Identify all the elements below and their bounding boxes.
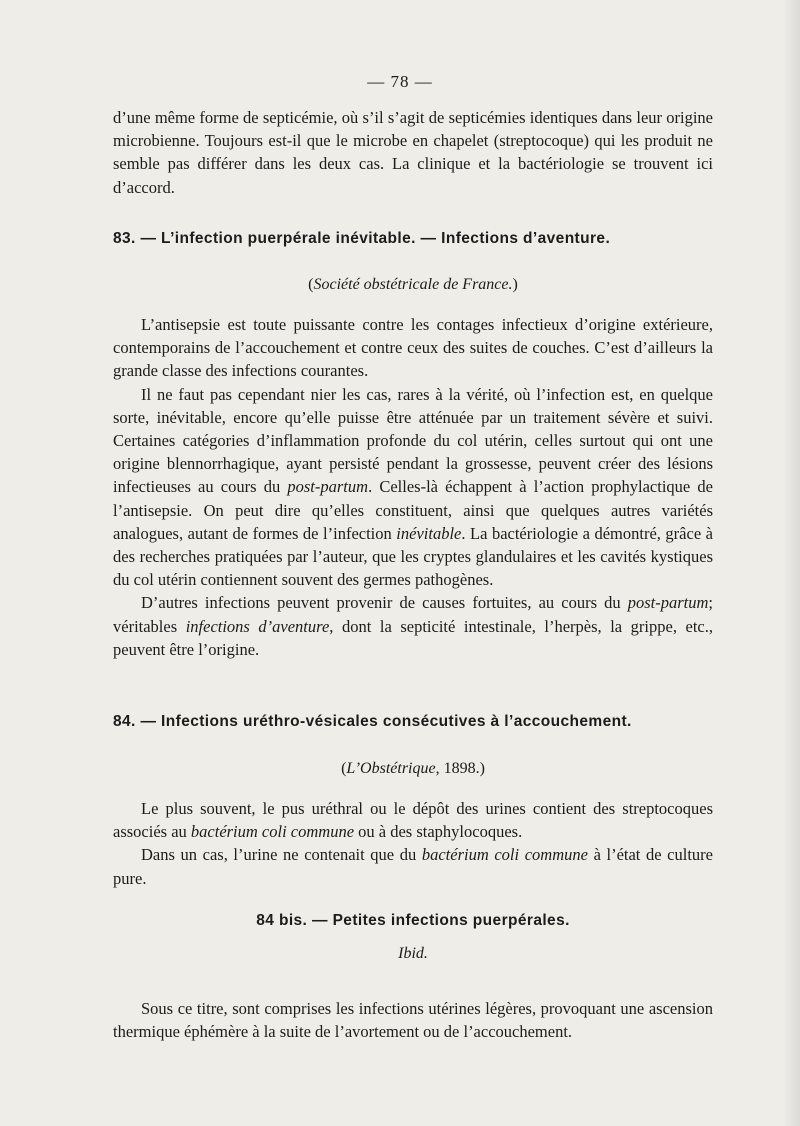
section-84bis-source (113, 943, 713, 965)
section-83-p2-text-b: . Celles-là échappent à l’action prophylactique de l’antisepsie. On peut dire qu’elles constituent, ainsi que quelques autres variétés analogues, autant de formes de l’infection (113, 477, 713, 543)
section-83-source-title: Société obstétricale de France. (313, 276, 513, 293)
section-83-paragraph-2 (113, 383, 713, 592)
section-83-source (113, 274, 713, 296)
section-83-p3-text-a: D’autres infections peuvent provenir de causes fortuites, au cours du (141, 593, 628, 613)
section-84-p2-text-a: Dans un cas, l’urine ne contenait que du (141, 845, 422, 865)
section-84-p1-italic: bactérium coli commune (190, 822, 355, 842)
intro-paragraph: d’une même forme de septicémie, où s’il s’agit de septicémies identiques dans leur origine microbienne. Toujours est-il que le microbe en chapelet (streptocoque) qui les produit ne semble pas différer dans les deux cas. La clinique et la bactériologie se trouvent ici d’accord. (113, 108, 713, 197)
section-84bis-body (113, 997, 713, 1043)
section-83-source-close: ) (512, 276, 518, 293)
section-84bis-heading: 84 bis. — Petites infections puerpérales. (256, 912, 570, 929)
intro-paragraph-block (113, 106, 713, 199)
section-83-paragraph-3 (113, 591, 713, 661)
section-84-source-rest: , 1898.) (435, 760, 485, 777)
section-83-paragraph-1: L’antisepsie est toute puissante contre les contages infectieux d’origine extérieure, contemporains de l’accouchement et contre ceux des suites de couches. C’est d’ailleurs la grande classe des infections courantes. (113, 315, 713, 381)
section-84-paragraph-1 (113, 797, 713, 843)
section-83-p3-italic-aventure: infections d’aventure (185, 616, 330, 636)
section-83-p2-italic-postpartum: post-partum (287, 477, 369, 497)
section-84-p2-italic: bactérium coli commune (421, 845, 588, 865)
section-83-p2-italic-inevitable: inévitable (396, 523, 462, 543)
page-number: — 78 — (367, 72, 433, 91)
section-83-p3-text-b: ; véritables (113, 593, 713, 636)
section-84-heading: 84. — Infections uréthro-vésicales consécutives à l’accouchement. (113, 713, 632, 730)
section-84-body (113, 797, 713, 890)
section-84-paragraph-2 (113, 843, 713, 889)
section-84bis-paragraph-1: Sous ce titre, sont comprises les infections utérines légères, provoquant une ascension thermique éphémère à la suite de l’avortement ou de l’accouchement. (113, 999, 713, 1042)
section-84-p1-text-b: ou à des staphylocoques. (354, 822, 523, 842)
section-84-p1-text-a: Le plus souvent, le pus uréthral ou le dépôt des urines contient des streptocoques associés au (113, 799, 713, 842)
section-83-p3-italic-postpartum: post-partum (627, 593, 709, 613)
section-84-source (113, 758, 713, 780)
section-83-p2-text-a: Il ne faut pas cependant nier les cas, rares à la vérité, où l’infection est, en quelque sorte, inévitable, encore qu’elle puisse être atténuée par un traitement sévère et suivi. Certaines catégories d’inflammation profonde du col utérin, celles surtout qui ont une origine blennorrhagique, ayant persisté pendant la grossesse, peuvent créer des lésions infectieuses au cours du (113, 384, 713, 497)
section-84-source-open: ( (341, 760, 347, 777)
section-84-source-title: L’Obstétrique (346, 760, 436, 777)
section-83-heading: 83. — L’infection puerpérale inévitable. — Infections d’aventure. (113, 230, 611, 247)
section-83-body (113, 313, 713, 661)
section-83-p3-text-c: , dont la septicité intestinale, l’herpès, la grippe, etc., peuvent être l’origine. (113, 616, 713, 659)
section-84-p2-text-b: à l’état de culture pure. (113, 845, 713, 888)
section-83-p2-text-c: . La bactériologie a démontré, grâce à des recherches pratiquées par l’auteur, que les cryptes glandulaires et les cavités kystiques du col utérin contiennent souvent des germes pathogènes. (113, 523, 713, 590)
section-83-source-open: ( (308, 276, 314, 293)
page-edge-shadow (782, 0, 800, 1126)
section-84bis-source-title: Ibid. (398, 945, 428, 962)
